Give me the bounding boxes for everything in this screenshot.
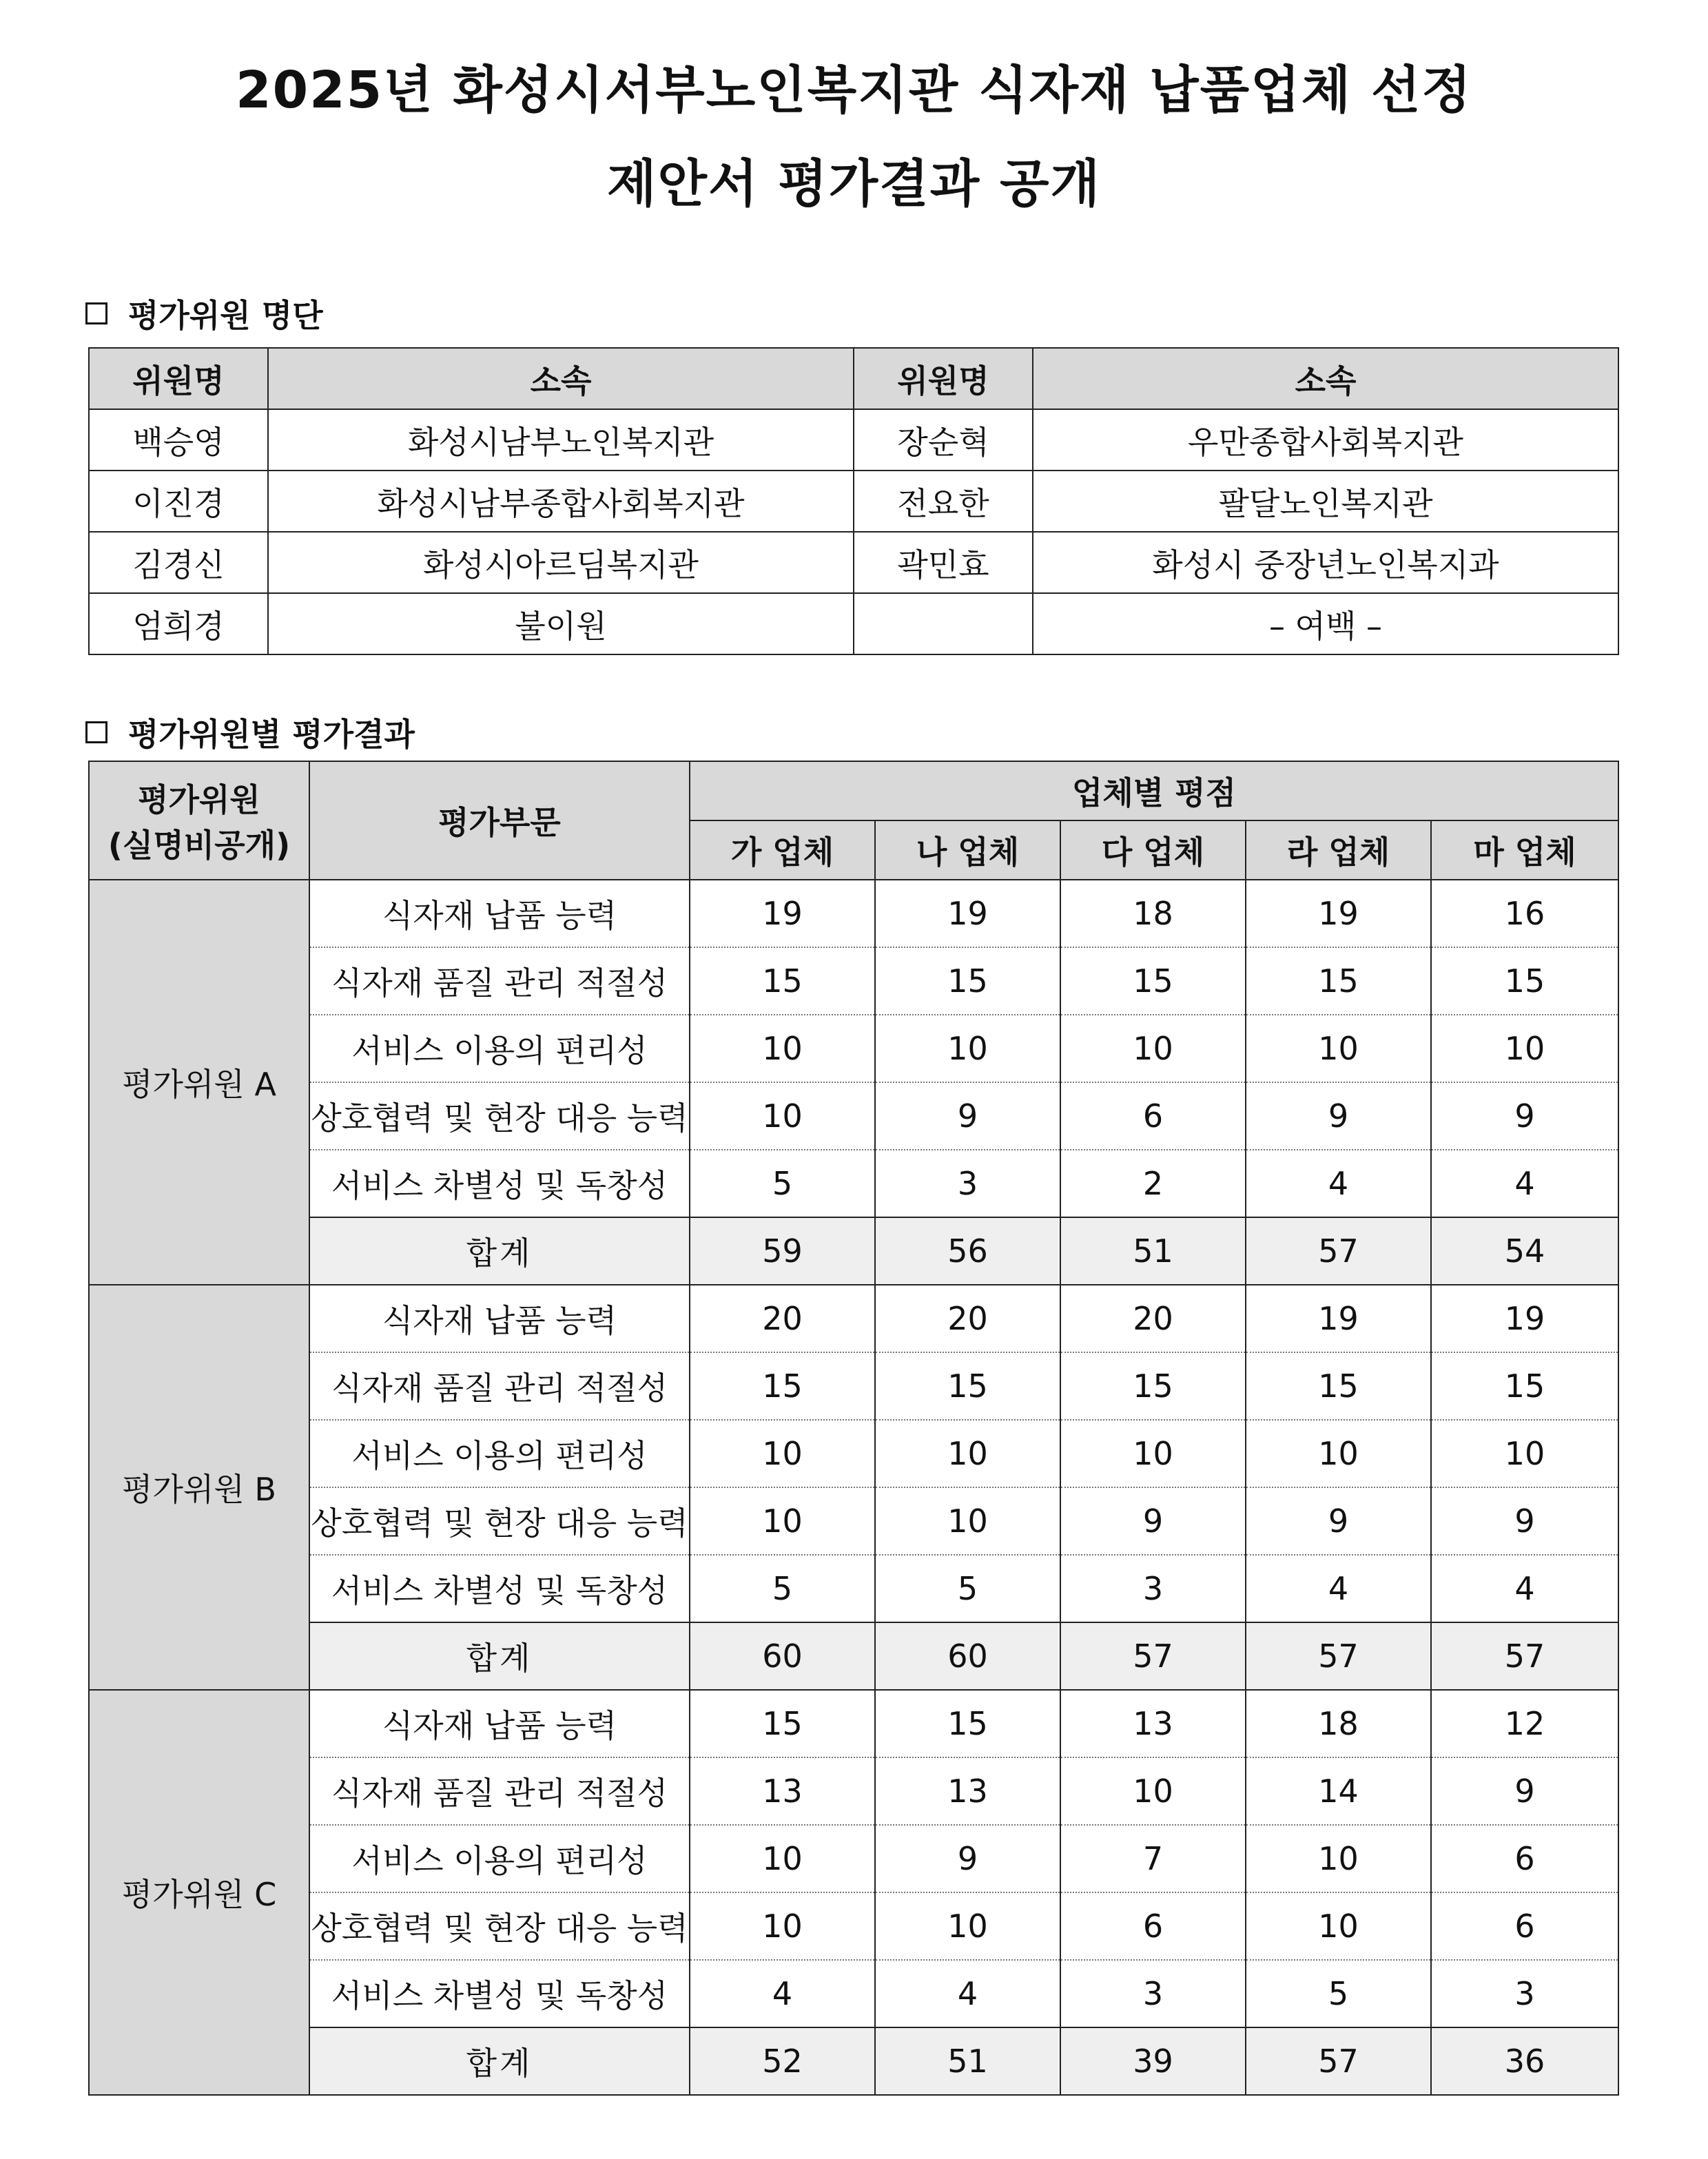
member-affiliation: 화성시아르딤복지관 xyxy=(268,532,854,593)
section-heading-results-label: 평가위원별 평가결과 xyxy=(128,716,415,753)
score-cell: 5 xyxy=(875,1555,1060,1622)
score-cell: 13 xyxy=(690,1757,875,1825)
score-cell: 10 xyxy=(1246,1420,1431,1487)
member-name xyxy=(854,593,1033,654)
checkbox-square-icon xyxy=(85,721,107,743)
score-cell: 9 xyxy=(1431,1487,1618,1555)
score-cell: 4 xyxy=(690,1960,875,2027)
category-label: 상호협력 및 현장 대응 능력 xyxy=(309,1082,690,1150)
category-label: 서비스 차별성 및 독창성 xyxy=(309,1960,690,2027)
score-cell: 15 xyxy=(1060,947,1246,1015)
total-score: 60 xyxy=(875,1622,1060,1690)
score-cell: 13 xyxy=(875,1757,1060,1825)
table-row xyxy=(89,947,1618,1015)
total-label: 합계 xyxy=(309,1622,690,1690)
category-label: 서비스 이용의 편리성 xyxy=(309,1420,690,1487)
score-cell: 19 xyxy=(1246,880,1431,947)
score-cell: 18 xyxy=(1246,1690,1431,1757)
score-cell: 19 xyxy=(1431,1285,1618,1352)
member-name: 김경신 xyxy=(89,532,268,593)
member-name: 전요한 xyxy=(854,471,1033,532)
member-affiliation: – 여백 – xyxy=(1033,593,1618,654)
section-heading-results xyxy=(85,710,415,755)
score-cell: 7 xyxy=(1060,1825,1246,1892)
checkbox-square-icon xyxy=(85,302,107,324)
score-cell: 15 xyxy=(875,947,1060,1015)
category-label: 서비스 차별성 및 독창성 xyxy=(309,1150,690,1217)
total-score: 57 xyxy=(1431,1622,1618,1690)
section-heading-members-label: 평가위원 명단 xyxy=(128,297,323,334)
score-cell: 9 xyxy=(875,1082,1060,1150)
score-cell: 9 xyxy=(1431,1082,1618,1150)
table-row xyxy=(89,1825,1618,1892)
section-heading-members xyxy=(85,291,323,336)
score-cell: 10 xyxy=(690,1420,875,1487)
member-affiliation: 우만종합사회복지관 xyxy=(1033,409,1618,471)
table-row xyxy=(89,593,1618,654)
total-row xyxy=(89,1622,1618,1690)
score-cell: 5 xyxy=(1246,1960,1431,2027)
score-cell: 4 xyxy=(1246,1555,1431,1622)
total-label: 합계 xyxy=(309,1217,690,1285)
category-label: 식자재 납품 능력 xyxy=(309,1690,690,1757)
score-cell: 12 xyxy=(1431,1690,1618,1757)
score-cell: 10 xyxy=(875,1487,1060,1555)
score-cell: 9 xyxy=(875,1825,1060,1892)
header-category: 평가부문 xyxy=(309,761,690,880)
score-cell: 2 xyxy=(1060,1150,1246,1217)
total-score: 57 xyxy=(1060,1622,1246,1690)
score-cell: 5 xyxy=(690,1150,875,1217)
score-cell: 13 xyxy=(1060,1690,1246,1757)
score-cell: 4 xyxy=(1431,1555,1618,1622)
table-row xyxy=(89,1892,1618,1960)
total-row xyxy=(89,2027,1618,2095)
table-row xyxy=(89,1960,1618,2027)
total-score: 39 xyxy=(1060,2027,1246,2095)
score-cell: 15 xyxy=(1431,1352,1618,1420)
table-row xyxy=(89,1555,1618,1622)
score-cell: 15 xyxy=(875,1352,1060,1420)
table-row xyxy=(89,1690,1618,1757)
category-label: 식자재 품질 관리 적절성 xyxy=(309,947,690,1015)
member-affiliation: 화성시남부종합사회복지관 xyxy=(268,471,854,532)
score-cell: 10 xyxy=(1060,1420,1246,1487)
category-label: 상호협력 및 현장 대응 능력 xyxy=(309,1487,690,1555)
score-cell: 19 xyxy=(1246,1285,1431,1352)
score-cell: 3 xyxy=(1431,1960,1618,2027)
score-cell: 10 xyxy=(875,1892,1060,1960)
evaluator-name: 평가위원 C xyxy=(89,1690,309,2095)
evaluator-name: 평가위원 B xyxy=(89,1285,309,1690)
table-row xyxy=(89,1015,1618,1082)
score-cell: 6 xyxy=(1060,1082,1246,1150)
score-cell: 10 xyxy=(1060,1757,1246,1825)
total-score: 56 xyxy=(875,1217,1060,1285)
table-row xyxy=(89,880,1618,947)
score-cell: 19 xyxy=(690,880,875,947)
total-score: 51 xyxy=(875,2027,1060,2095)
score-cell: 15 xyxy=(690,1352,875,1420)
category-label: 상호협력 및 현장 대응 능력 xyxy=(309,1892,690,1960)
score-cell: 10 xyxy=(875,1420,1060,1487)
header-evaluator xyxy=(89,761,309,880)
total-score: 57 xyxy=(1246,1217,1431,1285)
header-vendor: 다 업체 xyxy=(1060,820,1246,880)
category-label: 서비스 이용의 편리성 xyxy=(309,1015,690,1082)
score-cell: 3 xyxy=(875,1150,1060,1217)
category-label: 식자재 품질 관리 적절성 xyxy=(309,1352,690,1420)
score-cell: 15 xyxy=(1431,947,1618,1015)
total-score: 60 xyxy=(690,1622,875,1690)
score-cell: 3 xyxy=(1060,1555,1246,1622)
total-score: 36 xyxy=(1431,2027,1618,2095)
member-name: 장순혁 xyxy=(854,409,1033,471)
score-cell: 14 xyxy=(1246,1757,1431,1825)
total-label: 합계 xyxy=(309,2027,690,2095)
total-score: 52 xyxy=(690,2027,875,2095)
score-cell: 10 xyxy=(1431,1015,1618,1082)
member-affiliation: 화성시 중장년노인복지과 xyxy=(1033,532,1618,593)
header-evaluator-line2: (실명비공개) xyxy=(107,827,291,864)
header-vendor: 라 업체 xyxy=(1246,820,1431,880)
score-cell: 20 xyxy=(1060,1285,1246,1352)
score-cell: 15 xyxy=(690,947,875,1015)
score-cell: 15 xyxy=(875,1690,1060,1757)
results-header-row xyxy=(89,761,1618,820)
total-score: 57 xyxy=(1246,2027,1431,2095)
score-cell: 10 xyxy=(690,1082,875,1150)
header-vendor-scores: 업체별 평점 xyxy=(690,761,1618,820)
table-row xyxy=(89,1487,1618,1555)
header-vendor: 나 업체 xyxy=(875,820,1060,880)
document-title-line1: 2025년 화성시서부노인복지관 식자재 납품업체 선정 xyxy=(236,61,1472,120)
table-row xyxy=(89,1420,1618,1487)
score-cell: 4 xyxy=(1246,1150,1431,1217)
score-cell: 10 xyxy=(1246,1015,1431,1082)
score-cell: 9 xyxy=(1246,1082,1431,1150)
table-row xyxy=(89,409,1618,471)
category-label: 서비스 차별성 및 독창성 xyxy=(309,1555,690,1622)
header-vendor: 가 업체 xyxy=(690,820,875,880)
total-score: 57 xyxy=(1246,1622,1431,1690)
total-row xyxy=(89,1217,1618,1285)
member-affiliation: 팔달노인복지관 xyxy=(1033,471,1618,532)
total-score: 54 xyxy=(1431,1217,1618,1285)
score-cell: 15 xyxy=(690,1690,875,1757)
score-cell: 6 xyxy=(1431,1892,1618,1960)
table-row xyxy=(89,1150,1618,1217)
score-cell: 10 xyxy=(690,1487,875,1555)
score-cell: 10 xyxy=(875,1015,1060,1082)
header-vendor: 마 업체 xyxy=(1431,820,1618,880)
member-affiliation: 불이원 xyxy=(268,593,854,654)
score-cell: 4 xyxy=(875,1960,1060,2027)
score-cell: 10 xyxy=(1246,1825,1431,1892)
score-cell: 10 xyxy=(690,1892,875,1960)
score-cell: 16 xyxy=(1431,880,1618,947)
score-cell: 15 xyxy=(1246,1352,1431,1420)
category-label: 식자재 납품 능력 xyxy=(309,1285,690,1352)
table-row xyxy=(89,1757,1618,1825)
score-cell: 9 xyxy=(1246,1487,1431,1555)
category-label: 식자재 품질 관리 적절성 xyxy=(309,1757,690,1825)
member-name: 백승영 xyxy=(89,409,268,471)
score-cell: 10 xyxy=(1060,1015,1246,1082)
member-name: 엄희경 xyxy=(89,593,268,654)
score-cell: 10 xyxy=(690,1015,875,1082)
table-row xyxy=(89,471,1618,532)
score-cell: 5 xyxy=(690,1555,875,1622)
score-cell: 10 xyxy=(1431,1420,1618,1487)
evaluator-name: 평가위원 A xyxy=(89,880,309,1285)
member-affiliation: 화성시남부노인복지관 xyxy=(268,409,854,471)
score-cell: 9 xyxy=(1431,1757,1618,1825)
members-header-row xyxy=(89,348,1618,409)
score-cell: 6 xyxy=(1060,1892,1246,1960)
score-cell: 19 xyxy=(875,880,1060,947)
table-row xyxy=(89,1285,1618,1352)
category-label: 식자재 납품 능력 xyxy=(309,880,690,947)
category-label: 서비스 이용의 편리성 xyxy=(309,1825,690,1892)
score-cell: 15 xyxy=(1060,1352,1246,1420)
score-cell: 20 xyxy=(875,1285,1060,1352)
results-body xyxy=(89,880,1618,2095)
header-affiliation: 소속 xyxy=(1033,348,1618,409)
header-member-name: 위원명 xyxy=(89,348,268,409)
score-cell: 6 xyxy=(1431,1825,1618,1892)
document-title-line2: 제안서 평가결과 공개 xyxy=(607,154,1101,214)
table-row xyxy=(89,532,1618,593)
score-cell: 4 xyxy=(1431,1150,1618,1217)
table-row xyxy=(89,1082,1618,1150)
header-member-name: 위원명 xyxy=(854,348,1033,409)
score-cell: 18 xyxy=(1060,880,1246,947)
score-cell: 15 xyxy=(1246,947,1431,1015)
score-cell: 20 xyxy=(690,1285,875,1352)
header-evaluator-line1: 평가위원 xyxy=(138,781,260,818)
table-row xyxy=(89,1352,1618,1420)
score-cell: 3 xyxy=(1060,1960,1246,2027)
score-cell: 9 xyxy=(1060,1487,1246,1555)
score-cell: 10 xyxy=(690,1825,875,1892)
header-affiliation: 소속 xyxy=(268,348,854,409)
results-table xyxy=(88,761,1619,2096)
score-cell: 10 xyxy=(1246,1892,1431,1960)
total-score: 51 xyxy=(1060,1217,1246,1285)
member-name: 곽민효 xyxy=(854,532,1033,593)
members-table xyxy=(88,347,1619,655)
total-score: 59 xyxy=(690,1217,875,1285)
member-name: 이진경 xyxy=(89,471,268,532)
